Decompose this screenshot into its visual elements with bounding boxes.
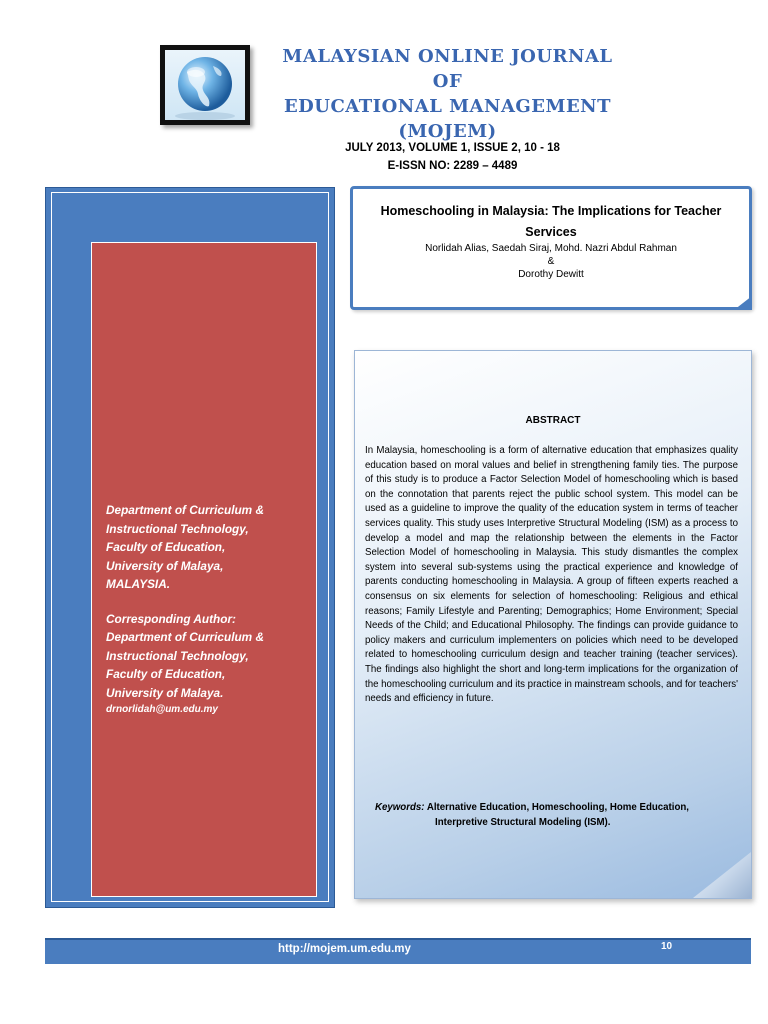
corresponding-line: Department of Curriculum & — [106, 630, 264, 644]
paper-title — [353, 201, 749, 243]
journal-title-line: EDUCATIONAL MANAGEMENT — [283, 96, 612, 117]
page-number: 10 — [661, 941, 673, 952]
journal-title-line: MALAYSIAN ONLINE JOURNAL OF — [282, 46, 613, 92]
footer-bar — [45, 938, 751, 964]
affiliation-line: MALAYSIA. — [106, 577, 171, 591]
authors-line: Norlidah Alias, Saedah Siraj, Mohd. Nazri Abdul Rahman — [425, 243, 677, 254]
affiliation-line: Department of Curriculum & — [106, 503, 264, 517]
abstract-body: In Malaysia, homeschooling is a form of alternative education that emphasizes quality education based on moral values and belief in strengthening family ties. The purpose of this study is to produce a Factor Selection Model of homeschooling which is based on the connotation that parents reject the public school system. This model can be used as a guideline to improve the quality of the education system in terms of teacher services quality. This study uses Interpretive Structural Modeling (ISM) as a process to develop a model and map the relationship between the elements in the Factor Selection Model of homeschooling in Malaysia. This study dismantles the complex system into several sub-systems using the practical experience and knowledge of parents conducting homeschooling in Malaysia. A group of fifteen experts reached a consensus on six elements for selection of homeschooling: Religious and ethical reasons; Family Lifestyle and Parenting; Demographics; Home Environment; Special Needs of the Child; and Educational Philosophy. The findings can provide guidance to policy makers and curriculum implementers on policies which need to be developed related to homeschooling curriculum design and teacher training (teacher services). The findings also highlight the short and long-term implications for the organization of the homeschooling curriculum and its practice in mainstream schools, and for teachers' needs and efficiency in future. — [365, 445, 738, 705]
issue-line: JULY 2013, VOLUME 1, ISSUE 2, 10 - 18 — [345, 142, 560, 154]
affiliation-text — [106, 501, 306, 718]
journal-title — [265, 44, 630, 144]
authors-line: Dorothy Dewitt — [518, 269, 584, 280]
paper-authors — [353, 242, 749, 281]
affiliation-line: Instructional Technology, — [106, 521, 249, 536]
page-corner-icon — [734, 296, 752, 310]
keywords — [375, 801, 735, 830]
affiliation-line: University of Malaya, — [106, 558, 224, 573]
author-email[interactable]: drnorlidah@um.edu.my — [106, 704, 218, 715]
issue-info — [300, 139, 605, 175]
globe-icon — [165, 50, 245, 120]
keywords-label: Keywords: — [375, 802, 425, 813]
abstract-panel — [354, 350, 752, 899]
corresponding-line: University of Malaya. — [106, 685, 224, 700]
corresponding-line: Corresponding Author: — [106, 611, 236, 626]
paper-title-box — [350, 186, 752, 310]
eissn-line: E-ISSN NO: 2289 – 4489 — [387, 160, 518, 172]
paper-title-line: Services — [525, 225, 577, 239]
page-curl-icon — [693, 852, 751, 898]
keywords-list: Interpretive Structural Modeling (ISM). — [435, 816, 611, 828]
journal-logo — [160, 45, 250, 125]
corresponding-line: Instructional Technology, — [106, 648, 249, 663]
paper-title-line: Homeschooling in Malaysia: The Implications for Teacher — [380, 204, 722, 218]
authors-amp: & — [547, 256, 555, 267]
corresponding-line: Faculty of Education, — [106, 667, 226, 681]
abstract-heading: ABSTRACT — [525, 415, 581, 426]
journal-title-abbrev: (MOJEM) — [398, 121, 497, 142]
keywords-list: Alternative Education, Homeschooling, Home Education, — [424, 802, 689, 813]
affiliation-line: Faculty of Education, — [106, 540, 226, 554]
footer-url-link[interactable]: http://mojem.um.edu.my — [278, 943, 411, 955]
